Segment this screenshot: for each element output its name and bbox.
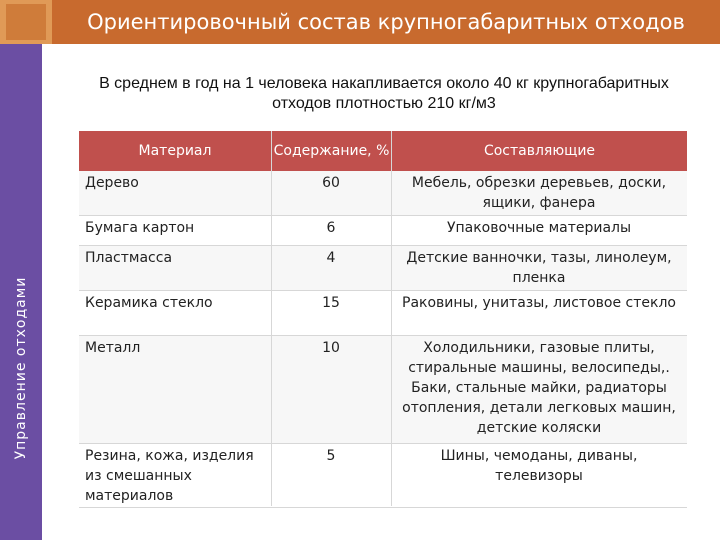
content-cell: 5 [326,448,336,464]
sidebar-label: Управление отходами [13,276,29,460]
content-cell: 10 [322,340,340,356]
subtitle: В среднем в год на 1 человека накапливается около 40 кг крупногабаритных отходов плотностью 210 кг/м3 [99,75,669,112]
content-cell: 60 [322,175,340,191]
table-row [79,216,687,246]
page-title: Ориентировочный состав крупногабаритных отходов [87,10,685,34]
column-header-components: Составляющие [483,142,596,159]
content-cell: 4 [326,250,336,266]
table-header [79,131,687,171]
material-cell: Дерево [85,175,139,191]
composition-table [79,131,687,508]
material-cell: Керамика стекло [85,295,213,311]
column-header-content: Содержание, % [273,142,390,159]
material-cell: Бумага картон [85,220,195,236]
column-header-material: Материал [138,143,212,159]
material-cell: Резина, кожа, изделия из смешанных материалов [85,448,254,504]
table-row [79,171,687,216]
column-divider [271,131,272,506]
components-cell: Раковины, унитазы, листовое стекло [402,295,676,311]
components-cell: Шины, чемоданы, диваны, телевизоры [440,448,638,484]
components-cell: Упаковочные материалы [446,220,632,236]
table-row [79,291,687,336]
table-row [79,444,687,508]
table-body [79,171,687,508]
header-corner-block [6,4,46,40]
components-cell: Мебель, обрезки деревьев, доски, ящики, фанера [411,175,667,211]
table-row [79,246,687,291]
sidebar [0,44,42,540]
components-cell: Детские ванночки, тазы, линолеум, пленка [406,250,672,286]
components-cell: Холодильники, газовые плиты, стиральные машины, велосипеды,. Баки, стальные майки, радиаторы отопления, детали легковых машин, детские коляски [402,340,676,436]
material-cell: Пластмасса [85,250,173,266]
material-cell: Металл [85,340,141,356]
content-cell: 15 [322,295,340,311]
column-divider [391,131,392,506]
table-row [79,336,687,444]
content-cell: 6 [326,220,336,236]
